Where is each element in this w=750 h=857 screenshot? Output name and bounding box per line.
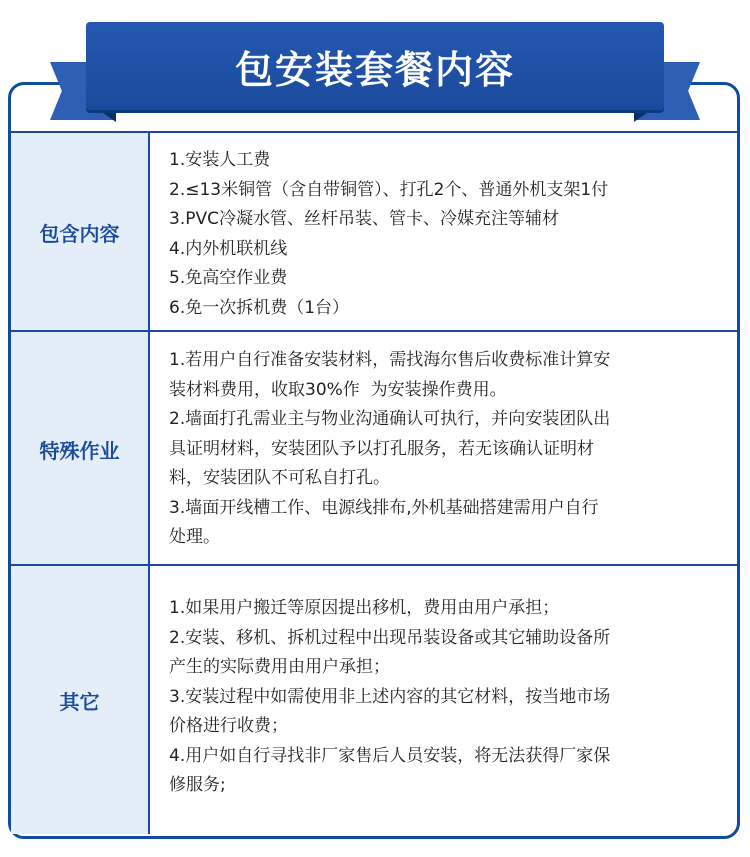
list-item: 5.免高空作业费: [169, 268, 288, 288]
section-body: [169, 346, 717, 553]
list-item: 料，安装团队不可私自打孔。: [169, 468, 390, 488]
section-body: [169, 594, 717, 801]
section-included: [11, 131, 737, 332]
list-item: 装材料费用，收取30%作 为安装操作费用。: [169, 379, 507, 400]
page-title: 包安装套餐内容: [234, 47, 515, 92]
section-special: [11, 330, 737, 566]
banner-body: [86, 22, 664, 110]
section-label: 特殊作业: [11, 332, 150, 566]
list-item: 2.墙面打孔需业主与物业沟通确认可执行，并向安装团队出: [169, 409, 611, 429]
list-item: 4.用户如自行寻找非厂家售后人员安装，将无法获得厂家保: [169, 745, 611, 766]
list-item: 1.如果用户搬迁等原因提出移机，费用由用户承担；: [169, 598, 560, 618]
list-item: 2.≤13米铜管（含自带铜管）、打孔2个、普通外机支架1付: [169, 179, 609, 200]
section-label: 包含内容: [11, 133, 150, 332]
list-item: 3.墙面开线槽工作、电源线排布,外机基础搭建需用户自行: [169, 497, 599, 518]
list-item: 修服务;: [169, 775, 226, 795]
list-item: 处理。: [169, 527, 220, 547]
title-banner: [50, 22, 700, 122]
list-item: 产生的实际费用由用户承担；: [169, 657, 390, 677]
section-body: [169, 146, 717, 323]
list-item: 价格进行收费；: [169, 716, 288, 736]
list-item: 3.PVC冷凝水管、丝杆吊装、管卡、冷媒充注等辅材: [169, 209, 559, 229]
list-item: 具证明材料，安装团队予以打孔服务，若无该确认证明材: [169, 438, 594, 459]
list-item: 6.免一次拆机费（1台）: [169, 297, 350, 318]
list-item: 2.安装、移机、拆机过程中出现吊装设备或其它辅助设备所: [169, 627, 611, 648]
list-item: 4.内外机联机线: [169, 238, 288, 259]
section-other: [11, 564, 737, 834]
list-item: 3.安装过程中如需使用非上述内容的其它材料，按当地市场: [169, 686, 611, 707]
section-label: 其它: [11, 566, 150, 834]
list-item: 1.安装人工费: [169, 150, 271, 170]
list-item: 1.若用户自行准备安装材料，需找海尔售后收费标准计算安: [169, 350, 611, 370]
